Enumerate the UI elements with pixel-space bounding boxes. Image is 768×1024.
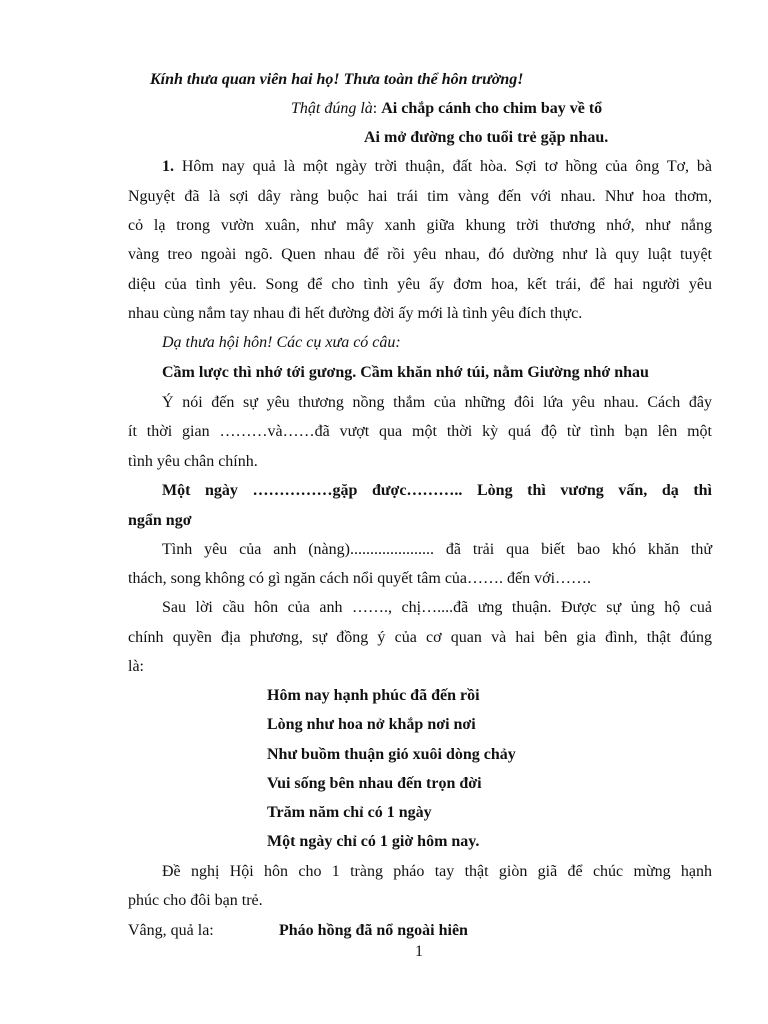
poem-line-1: Hôm nay hạnh phúc đã đến rồi	[267, 687, 480, 704]
saying-intro: Dạ thưa hội hôn! Các cụ xưa có câu:	[162, 334, 401, 351]
bold-para-line-2: ngẩn ngơ	[128, 512, 192, 529]
poem-line-6: Một ngày chỉ có 1 giờ hôm nay.	[267, 833, 480, 850]
poem-line-2: Lòng như hoa nở khắp nơi nơi	[267, 716, 476, 733]
saying: Cầm lược thì nhớ tới gương. Cầm khăn nhớ túi, nằm Giường nhớ nhau	[162, 364, 649, 381]
para1-line-2: Nguyệt đã là sợi dây ràng buộc hai trái tim vàng đến với nhau. Như hoa thơm,	[128, 188, 712, 205]
para1-number: 1.	[162, 158, 174, 175]
para5-line-2: phúc cho đôi bạn trẻ.	[128, 892, 263, 909]
para2-line-3: tình yêu chân chính.	[128, 453, 258, 470]
para2-line-2: ít thời gian ………và……đã vượt qua một thời kỳ quá độ từ tình bạn lên một	[128, 423, 712, 440]
greeting: Kính thưa quan viên hai họ! Thưa toàn thể hôn trường!	[150, 71, 524, 88]
intro-line-1	[291, 99, 602, 119]
closing-label: Vâng, quả la:	[128, 922, 214, 939]
intro-prefix: Thật đúng là	[291, 100, 373, 117]
para3-line-2: thách, song không có gì ngăn cách nổi quyết tâm của……. đến với…….	[128, 570, 592, 587]
para1-line-6: nhau cùng nắm tay nhau đi hết đường đời ấy mới là tình yêu đích thực.	[128, 305, 583, 322]
para1-line-5: diệu của tình yêu. Song để cho tình yêu ấy đơm hoa, kết trái, để hai người yêu	[128, 276, 712, 293]
para1-line-4: vàng treo ngoài ngõ. Quen nhau để rồi yêu nhau, đó dường như là quy luật tuyệt	[128, 246, 712, 263]
intro-colon: :	[372, 100, 382, 117]
poem-line-4: Vui sống bên nhau đến trọn đời	[267, 775, 482, 792]
bold-para-line-1: Một ngày ……………gặp được……….. Lòng thì vương vấn, dạ thì	[162, 482, 712, 499]
para3-line-1: Tình yêu của anh (nàng)..................... đã trải qua biết bao khó khăn thử	[162, 541, 712, 558]
para4-line-1: Sau lời cầu hôn của anh ……., chị…....đã ưng thuận. Được sự ủng hộ cuả	[162, 599, 712, 616]
para2-line-1: Ý nói đến sự yêu thương nồng thắm của những đôi lứa yêu nhau. Cách đây	[162, 394, 712, 411]
poem-line-3: Như buồm thuận gió xuôi dòng chảy	[267, 746, 516, 763]
para4-line-2: chính quyền địa phương, sự đồng ý của cơ quan và hai bên gia đình, thật đúng	[128, 629, 712, 646]
intro-verse-1: Ai chắp cánh cho chim bay về tổ	[381, 100, 603, 117]
page-number: 1	[415, 943, 423, 960]
para4-line-3: là:	[128, 658, 144, 675]
para1-line-3: cỏ lạ trong vườn xuân, như mây xanh giữa khung trời thương nhớ, như nắng	[128, 217, 712, 234]
closing-text: Pháo hồng đã nổ ngoài hiên	[279, 922, 468, 939]
para5-line-1: Đề nghị Hội hôn cho 1 tràng pháo tay thật giòn giã để chúc mừng hạnh	[162, 863, 712, 880]
para1-line-1	[162, 157, 712, 177]
intro-verse-2: Ai mở đường cho tuổi trẻ gặp nhau.	[364, 129, 609, 146]
para1-line-1-text: Hôm nay quả là một ngày trời thuận, đất hòa. Sợi tơ hồng của ông Tơ, bà	[174, 158, 712, 175]
poem-line-5: Trăm năm chỉ có 1 ngày	[267, 804, 432, 821]
